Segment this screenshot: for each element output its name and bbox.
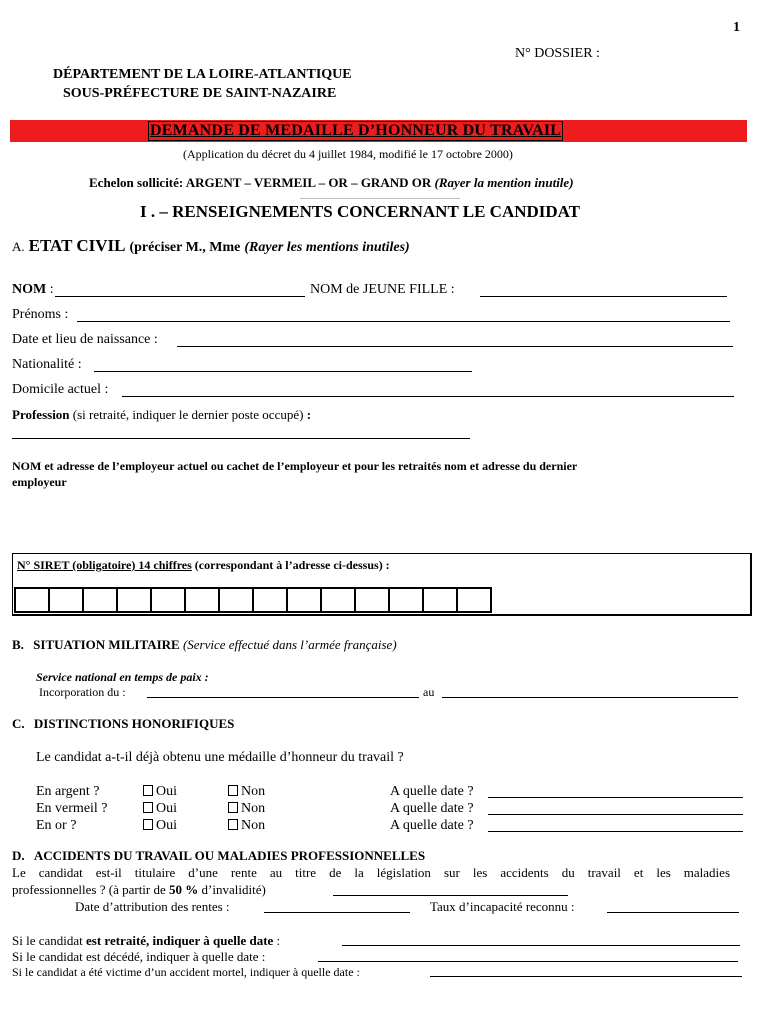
oui-label: Oui	[156, 784, 177, 799]
taux-label: Taux d’incapacité reconnu :	[430, 899, 575, 914]
retraite-label: est retraité, indiquer à quelle date	[86, 933, 274, 948]
nom-row: NOM :	[12, 282, 54, 297]
nom-jeune-fille-label: NOM de JEUNE FILLE :	[310, 282, 455, 297]
domicile-field[interactable]	[122, 396, 734, 397]
profession-note: (si retraité, indiquer le dernier poste occupé)	[72, 407, 304, 422]
taux-field[interactable]	[607, 912, 739, 913]
sub-prefecture-name: SOUS-PRÉFECTURE DE SAINT-NAZAIRE	[63, 86, 337, 101]
siret-rest: (correspondant à l’adresse ci-dessus) :	[191, 558, 390, 572]
militaire-title: SITUATION MILITAIRE	[33, 637, 180, 652]
section-title: I . – RENSEIGNEMENTS CONCERNANT LE CANDIDAT	[140, 202, 581, 221]
oui-option[interactable]	[143, 784, 177, 800]
accidents-heading	[12, 848, 425, 864]
accidents-text-1: Le candidat est-il titulaire d’une rente au titre de la législation sur les accidents du travail et les maladies	[12, 865, 730, 880]
date-rentes-label: Date d’attribution des rentes :	[75, 899, 230, 914]
incorporation-from-field[interactable]	[147, 697, 419, 698]
service-national-label: Service national en temps de paix :	[36, 670, 209, 684]
naissance-field[interactable]	[177, 346, 733, 347]
siret-digit-cell[interactable]	[220, 589, 254, 611]
profession-label: Profession	[12, 407, 70, 422]
siret-digit-cell[interactable]	[458, 589, 490, 611]
nom-label: NOM	[12, 282, 47, 297]
siret-digit-cell[interactable]	[356, 589, 390, 611]
militaire-note: (Service effectué dans l’armée française)	[182, 637, 397, 652]
section-letter: C.	[12, 716, 25, 731]
etat-civil-title: ETAT CIVIL	[28, 236, 126, 255]
oui-label: Oui	[156, 818, 177, 833]
invalidite-percent: 50 %	[169, 882, 199, 897]
profession-row: Profession (si retraité, indiquer le dernier poste occupé) :	[12, 407, 312, 422]
distinction-label: En vermeil ?	[36, 801, 108, 816]
checkbox-icon[interactable]	[228, 819, 238, 830]
checkbox-icon[interactable]	[228, 802, 238, 813]
retraite-date-field[interactable]	[342, 945, 740, 946]
employeur-text-1: NOM et adresse de l’employeur actuel ou cachet de l’employeur et pour les retraités nom et adresse du dernier	[12, 459, 578, 473]
siret-digit-cell[interactable]	[152, 589, 186, 611]
form-subtitle: (Application du décret du 4 juillet 1984, modifié le 17 octobre 2000)	[183, 147, 513, 161]
checkbox-icon[interactable]	[143, 785, 153, 796]
distinction-label: En argent ?	[36, 784, 100, 799]
mortel-date-field[interactable]	[430, 976, 742, 977]
echelon-line	[89, 175, 574, 191]
distinctions-title: DISTINCTIONS HONORIFIQUES	[33, 716, 235, 731]
non-label: Non	[241, 818, 266, 833]
non-label: Non	[241, 801, 266, 816]
echelon-label: Echelon sollicité: ARGENT – VERMEIL – OR – GRAND OR	[89, 175, 432, 190]
date-rentes-field[interactable]	[264, 912, 410, 913]
non-option[interactable]	[228, 818, 265, 834]
naissance-label: Date et lieu de naissance :	[12, 332, 158, 347]
section-letter: B.	[12, 637, 24, 652]
checkbox-icon[interactable]	[143, 819, 153, 830]
dossier-label: N° DOSSIER :	[515, 46, 600, 61]
siret-digit-cell[interactable]	[322, 589, 356, 611]
siret-digit-cell[interactable]	[118, 589, 152, 611]
prenoms-field[interactable]	[77, 321, 730, 322]
distinction-date-field[interactable]	[488, 797, 743, 798]
domicile-label: Domicile actuel :	[12, 382, 109, 397]
oui-option[interactable]	[143, 818, 177, 834]
distinction-date-field[interactable]	[488, 814, 743, 815]
siret-heading	[17, 558, 390, 573]
distinctions-question: Le candidat a-t-il déjà obtenu une médaille d’honneur du travail ?	[36, 750, 404, 765]
oui-label: Oui	[156, 801, 177, 816]
siret-digit-cell[interactable]	[254, 589, 288, 611]
section-letter: D.	[12, 848, 25, 863]
militaire-heading	[12, 637, 397, 653]
etat-civil-note: (Rayer les mentions inutiles)	[244, 240, 410, 255]
non-option[interactable]	[228, 784, 265, 800]
decede-label: Si le candidat est décédé, indiquer à quelle date :	[12, 949, 266, 964]
section-letter: A.	[12, 239, 25, 254]
incorporation-label: Incorporation du :	[39, 685, 126, 699]
date-label: A quelle date ?	[390, 801, 474, 816]
form-title: DEMANDE DE MEDAILLE D’HONNEUR DU TRAVAIL	[150, 122, 562, 139]
distinction-label: En or ?	[36, 818, 77, 833]
siret-digit-cell[interactable]	[50, 589, 84, 611]
etat-civil-heading	[12, 236, 410, 256]
nationalite-field[interactable]	[94, 371, 472, 372]
employeur-text-2: employeur	[12, 475, 67, 489]
checkbox-icon[interactable]	[143, 802, 153, 813]
department-name: DÉPARTEMENT DE LA LOIRE-ATLANTIQUE	[53, 67, 352, 82]
profession-field[interactable]	[12, 438, 470, 439]
accidents-title: ACCIDENTS DU TRAVAIL OU MALADIES PROFESSIONNELLES	[33, 848, 426, 863]
siret-digit-cell[interactable]	[186, 589, 220, 611]
checkbox-icon[interactable]	[228, 785, 238, 796]
page-number: 1	[733, 20, 740, 35]
nom-field[interactable]	[55, 296, 305, 297]
non-option[interactable]	[228, 801, 265, 817]
accidents-text-2: professionnelles ? (à partir de 50 % d’invalidité)	[12, 882, 266, 897]
etat-civil-precise: (préciser M., Mme	[129, 240, 241, 255]
distinction-date-field[interactable]	[488, 831, 743, 832]
non-label: Non	[241, 784, 266, 799]
separator	[300, 198, 460, 199]
au-label: au	[423, 685, 435, 699]
siret-digit-cells	[14, 587, 492, 613]
siret-digit-cell[interactable]	[84, 589, 118, 611]
siret-label: N° SIRET (obligatoire) 14 chiffres	[17, 558, 192, 572]
rente-field[interactable]	[333, 895, 568, 896]
echelon-note: (Rayer la mention inutile)	[434, 175, 574, 190]
nationalite-label: Nationalité :	[12, 357, 82, 372]
mortel-label: Si le candidat a été victime d’un accident mortel, indiquer à quelle date :	[12, 965, 360, 979]
retraite-row: Si le candidat est retraité, indiquer à quelle date :	[12, 933, 281, 948]
distinctions-heading	[12, 716, 234, 732]
incorporation-to-field[interactable]	[442, 697, 738, 698]
siret-digit-cell[interactable]	[390, 589, 424, 611]
siret-digit-cell[interactable]	[16, 589, 50, 611]
prenoms-label: Prénoms :	[12, 307, 69, 322]
date-label: A quelle date ?	[390, 818, 474, 833]
oui-option[interactable]	[143, 801, 177, 817]
date-label: A quelle date ?	[390, 784, 474, 799]
siret-digit-cell[interactable]	[288, 589, 322, 611]
nom-jeune-fille-field[interactable]	[480, 296, 727, 297]
decede-date-field[interactable]	[318, 961, 738, 962]
siret-digit-cell[interactable]	[424, 589, 458, 611]
